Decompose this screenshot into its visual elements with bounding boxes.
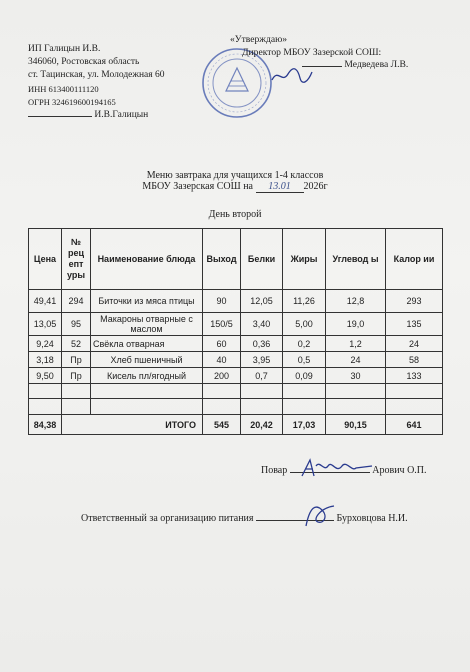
cell-portion: 150/5 <box>203 313 241 336</box>
menu-subtitle <box>0 181 470 193</box>
cell-portion: 90 <box>203 290 241 313</box>
school-name: МБОУ Зазерская СОШ на <box>142 181 253 192</box>
cell-fats: 0,5 <box>283 352 326 368</box>
table-row-empty <box>29 384 443 399</box>
cell-dish: Биточки из мяса птицы <box>91 290 203 313</box>
organization-block <box>28 43 165 122</box>
org-inn: ИНН 613400111120 <box>28 83 99 94</box>
org-signer: И.В.Галицын <box>94 110 149 121</box>
cell-price: 3,18 <box>29 352 62 368</box>
total-price: 84,38 <box>29 415 62 435</box>
cell-calories: 133 <box>386 368 443 384</box>
cell-proteins: 12,05 <box>241 290 283 313</box>
cell-dish: Свёкла отварная <box>91 336 203 352</box>
table-row-empty <box>29 399 443 415</box>
cell-portion: 60 <box>203 336 241 352</box>
cell-fats: 0,2 <box>283 336 326 352</box>
director-signature-line <box>230 59 408 72</box>
total-proteins: 20,42 <box>241 415 283 435</box>
cell-carbs: 24 <box>326 352 386 368</box>
day-label: День второй <box>208 209 262 220</box>
cell-recipe: Пр <box>62 368 91 384</box>
total-fats: 17,03 <box>283 415 326 435</box>
cell-price: 49,41 <box>29 290 62 313</box>
col-dish-name: Наименование блюда <box>91 229 203 290</box>
cell-carbs: 1,2 <box>326 336 386 352</box>
total-calories: 641 <box>386 415 443 435</box>
table-row <box>29 336 443 352</box>
cell-carbs: 12,8 <box>326 290 386 313</box>
cell-portion: 200 <box>203 368 241 384</box>
cell-recipe: 95 <box>62 313 91 336</box>
cell-proteins: 3,95 <box>241 352 283 368</box>
director-signature-image <box>270 66 314 86</box>
total-portion: 545 <box>203 415 241 435</box>
cell-price: 13,05 <box>29 313 62 336</box>
director-name: Медведева Л.В. <box>344 59 409 71</box>
responsible-label: Ответственный за организацию питания <box>81 513 254 524</box>
approve-label: «Утверждаю» <box>230 34 288 45</box>
table-row <box>29 352 443 368</box>
cell-calories: 24 <box>386 336 443 352</box>
table-row <box>29 313 443 336</box>
cell-recipe: 52 <box>62 336 91 352</box>
menu-date: 13.01 <box>256 181 304 193</box>
cell-dish: Макароны отварные с маслом <box>91 313 203 336</box>
cell-dish: Кисель пл/ягодный <box>91 368 203 384</box>
menu-year: 2026г <box>303 181 328 192</box>
total-carbs: 90,15 <box>326 415 386 435</box>
table-total-row <box>29 415 443 435</box>
responsible-name: Бурховцова Н.И. <box>336 513 408 524</box>
cell-dish: Хлеб пшеничный <box>91 352 203 368</box>
responsible-signature-image <box>300 500 340 530</box>
cell-fats: 11,26 <box>283 290 326 313</box>
cell-calories: 58 <box>386 352 443 368</box>
col-fats: Жиры <box>283 229 326 290</box>
col-proteins: Белки <box>241 229 283 290</box>
cell-price: 9,50 <box>29 368 62 384</box>
org-address-street: ст. Тацинская, ул. Молодежная 60 <box>28 70 165 81</box>
table-header-row <box>29 229 443 290</box>
menu-title: Меню завтрака для учащихся 1-4 классов <box>146 170 324 181</box>
cell-calories: 135 <box>386 313 443 336</box>
table-row <box>29 368 443 384</box>
approval-block <box>230 34 408 72</box>
org-signer-line <box>28 109 165 122</box>
col-price: Цена <box>29 229 62 290</box>
cell-portion: 40 <box>203 352 241 368</box>
cook-label: Повар <box>261 465 288 476</box>
cell-fats: 0,09 <box>283 368 326 384</box>
menu-table <box>28 228 443 435</box>
col-recipe-number: № рец епт уры <box>62 229 91 290</box>
responsible-signature-line <box>81 513 408 524</box>
org-address-region: 346060, Ростовская область <box>28 57 140 68</box>
col-carbs: Углевод ы <box>326 229 386 290</box>
cell-carbs: 19,0 <box>326 313 386 336</box>
director-title: Директор МБОУ Зазерской СОШ: <box>242 46 382 58</box>
cell-calories: 293 <box>386 290 443 313</box>
cook-name: Арович О.П. <box>372 465 427 476</box>
org-ogrn: ОГРН 324619600194165 <box>28 96 116 107</box>
cell-proteins: 3,40 <box>241 313 283 336</box>
cell-carbs: 30 <box>326 368 386 384</box>
cook-signature-image <box>298 456 376 482</box>
cell-proteins: 0,7 <box>241 368 283 384</box>
col-portion: Выход <box>203 229 241 290</box>
cell-recipe: Пр <box>62 352 91 368</box>
cell-fats: 5,00 <box>283 313 326 336</box>
cell-recipe: 294 <box>62 290 91 313</box>
col-calories: Калор ии <box>386 229 443 290</box>
table-row <box>29 290 443 313</box>
total-label: ИТОГО <box>62 415 203 435</box>
cell-price: 9,24 <box>29 336 62 352</box>
cell-proteins: 0,36 <box>241 336 283 352</box>
org-name: ИП Галицын И.В. <box>28 44 101 54</box>
